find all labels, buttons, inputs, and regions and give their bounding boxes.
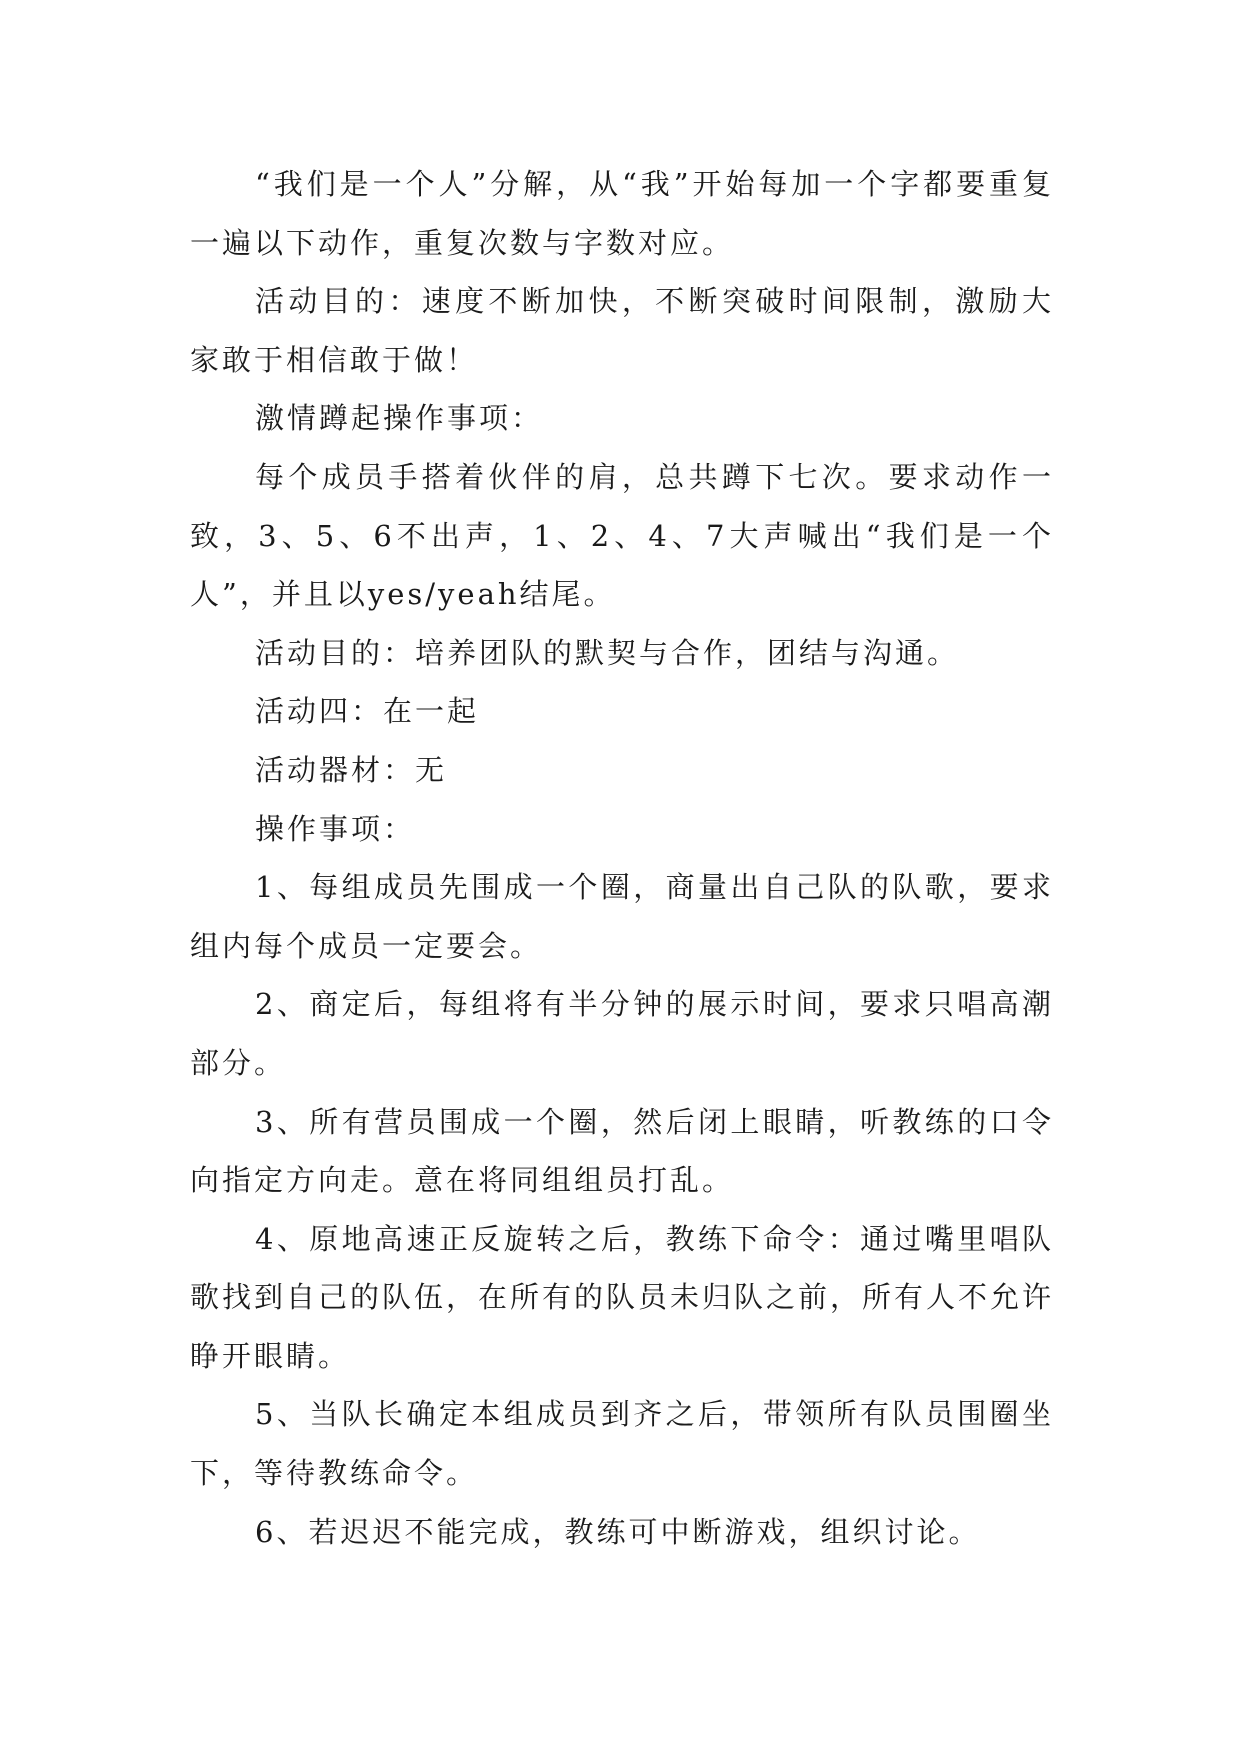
paragraph-1: “我们是一个人”分解，从“我”开始每加一个字都要重复一遍以下动作，重复次数与字数对应。 [190, 167, 1054, 260]
paragraph-13: 5、当队长确定本组成员到齐之后，带领所有队员围圈坐下，等待教练命令。 [190, 1397, 1054, 1491]
paragraph-8: 操作事项： [255, 811, 416, 846]
paragraph-14: 6、若迟迟不能完成，教练可中断游戏，组织讨论。 [255, 1514, 981, 1549]
paragraph-3: 激情蹲起操作事项： [255, 401, 544, 436]
paragraph-7: 活动器材：无 [255, 752, 448, 787]
paragraph-6: 活动四：在一起 [255, 694, 480, 729]
paragraph-2: 活动目的：速度不断加快，不断突破时间限制，激励大家敢于相信敢于做！ [190, 284, 1054, 377]
paragraph-5: 活动目的：培养团队的默契与合作，团结与沟通。 [255, 635, 960, 670]
document-body [190, 155, 1054, 1561]
paragraph-11: 3、所有营员围成一个圈，然后闭上眼睛，听教练的口令向指定方向走。意在将同组组员打乱。 [190, 1104, 1054, 1198]
paragraph-9: 1、每组成员先围成一个圈，商量出自己队的队歌，要求组内每个成员一定要会。 [190, 870, 1054, 963]
paragraph-4: 每个成员手搭着伙伴的肩，总共蹲下七次。要求动作一致，3、5、6不出声，1、2、4、7大声喊出“我们是一个人”，并且以yes/yeah结尾。 [190, 459, 1054, 612]
paragraph-10: 2、商定后，每组将有半分钟的展示时间，要求只唱高潮部分。 [190, 987, 1054, 1080]
paragraph-12: 4、原地高速正反旋转之后，教练下命令：通过嘴里唱队歌找到自己的队伍，在所有的队员未归队之前，所有人不允许睁开眼睛。 [190, 1221, 1055, 1373]
